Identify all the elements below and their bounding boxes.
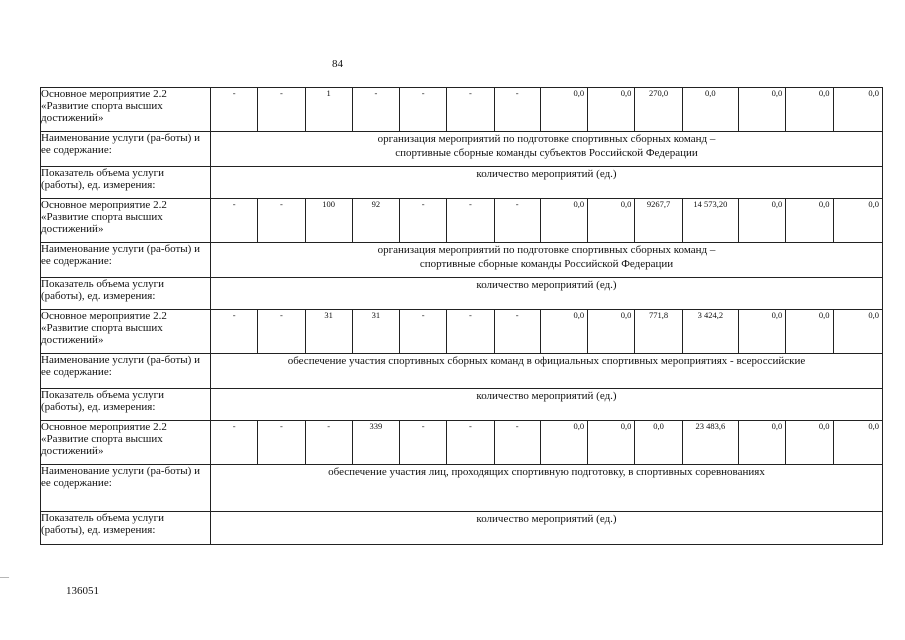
value-cell: 0,0 (786, 199, 833, 243)
value-cell: - (400, 310, 447, 354)
value-cell: 92 (352, 199, 399, 243)
service-label: Наименование услуги (ра-боты) и ее содержание: (41, 243, 211, 278)
indicator-description: количество мероприятий (ед.) (211, 389, 883, 421)
activity-row (41, 88, 883, 132)
value-cell: 0,0 (540, 199, 587, 243)
value-cell: 0,0 (833, 199, 882, 243)
value-cell: 0,0 (786, 88, 833, 132)
indicator-description: количество мероприятий (ед.) (211, 278, 883, 310)
value-cell: 0,0 (682, 88, 738, 132)
value-cell: - (258, 199, 305, 243)
indicator-row (41, 389, 883, 421)
value-cell: - (494, 310, 540, 354)
service-description-line: спортивные сборные команды субъектов Российской Федерации (395, 147, 698, 159)
margin-mark: — (0, 572, 9, 582)
value-cell: - (447, 88, 494, 132)
activity-row (41, 310, 883, 354)
value-cell: 0,0 (588, 88, 635, 132)
value-cell: 0,0 (738, 421, 785, 465)
value-cell: - (211, 88, 258, 132)
service-label: Наименование услуги (ра-боты) и ее содержание: (41, 354, 211, 389)
value-cell: 0,0 (833, 421, 882, 465)
value-cell: 0,0 (540, 88, 587, 132)
indicator-label: Показатель объема услуги (работы), ед. измерения: (41, 167, 211, 199)
value-cell: - (494, 421, 540, 465)
value-cell: - (447, 310, 494, 354)
service-description (211, 465, 883, 512)
indicator-label: Показатель объема услуги (работы), ед. измерения: (41, 512, 211, 545)
value-cell: 339 (352, 421, 399, 465)
service-row (41, 132, 883, 167)
service-description-line: организация мероприятий по подготовке спортивных сборных команд – (377, 133, 716, 145)
value-cell: 0,0 (738, 88, 785, 132)
value-cell: - (447, 199, 494, 243)
activity-row (41, 199, 883, 243)
value-cell: 14 573,20 (682, 199, 738, 243)
value-cell: - (494, 199, 540, 243)
value-cell: 0,0 (833, 310, 882, 354)
activity-name: Основное мероприятие 2.2 «Развитие спорта высших достижений» (41, 88, 211, 132)
value-cell: 0,0 (738, 310, 785, 354)
table-body (41, 88, 883, 545)
value-cell: - (352, 88, 399, 132)
value-cell: 1 (305, 88, 352, 132)
footer-code: 136051 (66, 585, 99, 597)
service-row (41, 465, 883, 512)
value-cell: 31 (352, 310, 399, 354)
value-cell: - (211, 421, 258, 465)
service-description (211, 243, 883, 278)
value-cell: 0,0 (786, 310, 833, 354)
value-cell: - (305, 421, 352, 465)
service-description (211, 354, 883, 389)
value-cell: - (494, 88, 540, 132)
value-cell: 270,0 (635, 88, 682, 132)
value-cell: 0,0 (635, 421, 682, 465)
activity-name: Основное мероприятие 2.2 «Развитие спорта высших достижений» (41, 199, 211, 243)
activity-name: Основное мероприятие 2.2 «Развитие спорта высших достижений» (41, 421, 211, 465)
value-cell: 31 (305, 310, 352, 354)
value-cell: 0,0 (786, 421, 833, 465)
indicator-label: Показатель объема услуги (работы), ед. измерения: (41, 278, 211, 310)
indicator-row (41, 278, 883, 310)
budget-table (40, 87, 883, 545)
value-cell: 0,0 (833, 88, 882, 132)
value-cell: - (258, 421, 305, 465)
value-cell: - (400, 421, 447, 465)
value-cell: 0,0 (588, 421, 635, 465)
service-description-line: спортивные сборные команды Российской Федерации (419, 258, 674, 270)
value-cell: 0,0 (588, 199, 635, 243)
value-cell: - (400, 199, 447, 243)
indicator-row (41, 167, 883, 199)
service-label: Наименование услуги (ра-боты) и ее содержание: (41, 132, 211, 167)
value-cell: 100 (305, 199, 352, 243)
value-cell: 0,0 (540, 421, 587, 465)
indicator-row (41, 512, 883, 545)
indicator-description: количество мероприятий (ед.) (211, 167, 883, 199)
value-cell: - (211, 310, 258, 354)
value-cell: - (211, 199, 258, 243)
indicator-label: Показатель объема услуги (работы), ед. измерения: (41, 389, 211, 421)
service-label: Наименование услуги (ра-боты) и ее содержание: (41, 465, 211, 512)
activity-row (41, 421, 883, 465)
value-cell: 9267,7 (635, 199, 682, 243)
value-cell: 0,0 (540, 310, 587, 354)
service-description (211, 132, 883, 167)
value-cell: - (258, 310, 305, 354)
value-cell: 0,0 (738, 199, 785, 243)
service-description-line: обеспечение участия лиц, проходящих спортивную подготовку, в спортивных соревнованиях (328, 466, 765, 478)
value-cell: - (447, 421, 494, 465)
value-cell: 771,8 (635, 310, 682, 354)
service-description-line: организация мероприятий по подготовке спортивных сборных команд – (377, 244, 716, 256)
value-cell: 3 424,2 (682, 310, 738, 354)
service-description-line: обеспечение участия спортивных сборных команд в официальных спортивных мероприятиях - всероссийские (287, 355, 806, 367)
service-row (41, 243, 883, 278)
activity-name: Основное мероприятие 2.2 «Развитие спорта высших достижений» (41, 310, 211, 354)
value-cell: - (400, 88, 447, 132)
indicator-description: количество мероприятий (ед.) (211, 512, 883, 545)
page-number: 84 (332, 58, 343, 70)
value-cell: - (258, 88, 305, 132)
value-cell: 0,0 (588, 310, 635, 354)
value-cell: 23 483,6 (682, 421, 738, 465)
service-row (41, 354, 883, 389)
